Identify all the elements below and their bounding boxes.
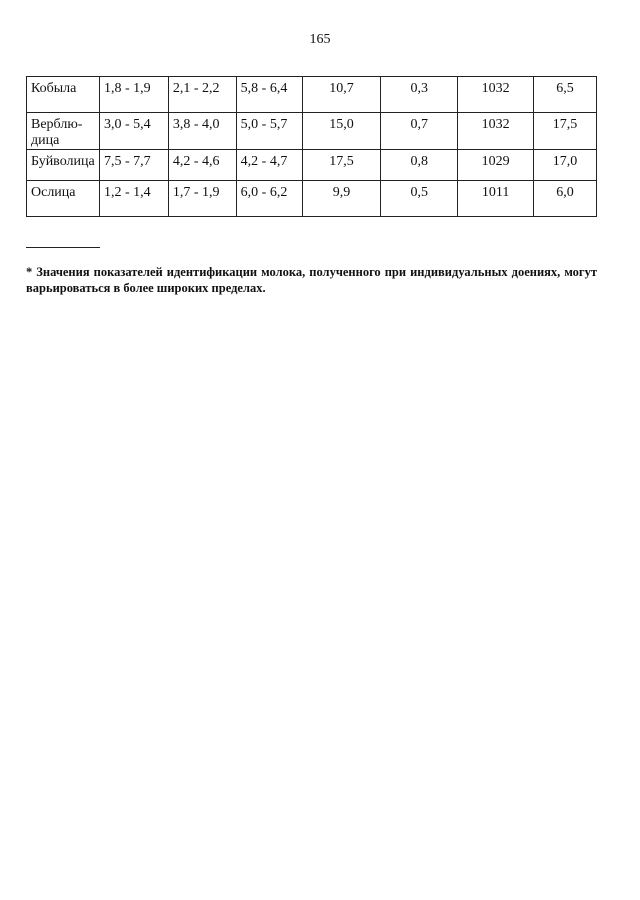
table-row [27, 181, 597, 217]
table-cell: 1029 [458, 150, 534, 181]
table-cell: 7,5 - 7,7 [99, 150, 168, 181]
table-cell: 1,2 - 1,4 [99, 181, 168, 217]
table-row [27, 113, 597, 150]
table-cell: 0,8 [381, 150, 458, 181]
table-cell: 10,7 [302, 77, 381, 113]
table-cell: 5,0 - 5,7 [236, 113, 302, 150]
footnote-divider [26, 247, 100, 248]
table-cell: 6,5 [534, 77, 597, 113]
table-cell: 4,2 - 4,7 [236, 150, 302, 181]
animal-cell: Кобыла [27, 77, 100, 113]
animal-cell: Верблю- дица [27, 113, 100, 150]
table-cell: 2,1 - 2,2 [168, 77, 236, 113]
table-cell: 17,0 [534, 150, 597, 181]
table-cell: 17,5 [534, 113, 597, 150]
table-cell: 3,0 - 5,4 [99, 113, 168, 150]
table-cell: 4,2 - 4,6 [168, 150, 236, 181]
animal-cell: Буйволица [27, 150, 100, 181]
table-cell: 17,5 [302, 150, 381, 181]
table-cell: 15,0 [302, 113, 381, 150]
page-number: 165 [309, 32, 331, 47]
table-row [27, 150, 597, 181]
table-cell: 1011 [458, 181, 534, 217]
table-cell: 0,7 [381, 113, 458, 150]
table-cell: 1,7 - 1,9 [168, 181, 236, 217]
animal-cell: Ослица [27, 181, 100, 217]
table-row [27, 77, 597, 113]
table-cell: 5,8 - 6,4 [236, 77, 302, 113]
table-cell: 1032 [458, 77, 534, 113]
table-cell: 0,5 [381, 181, 458, 217]
table-cell: 6,0 [534, 181, 597, 217]
table-cell: 9,9 [302, 181, 381, 217]
table-cell: 1032 [458, 113, 534, 150]
milk-identification-table [26, 76, 597, 217]
table-cell: 6,0 - 6,2 [236, 181, 302, 217]
footnote: * Значения показателей идентификации молока, полученного при индивидуальных доениях, могут варьироваться в более широких пределах. [26, 265, 597, 295]
table-cell: 3,8 - 4,0 [168, 113, 236, 150]
table-cell: 0,3 [381, 77, 458, 113]
table-cell: 1,8 - 1,9 [99, 77, 168, 113]
